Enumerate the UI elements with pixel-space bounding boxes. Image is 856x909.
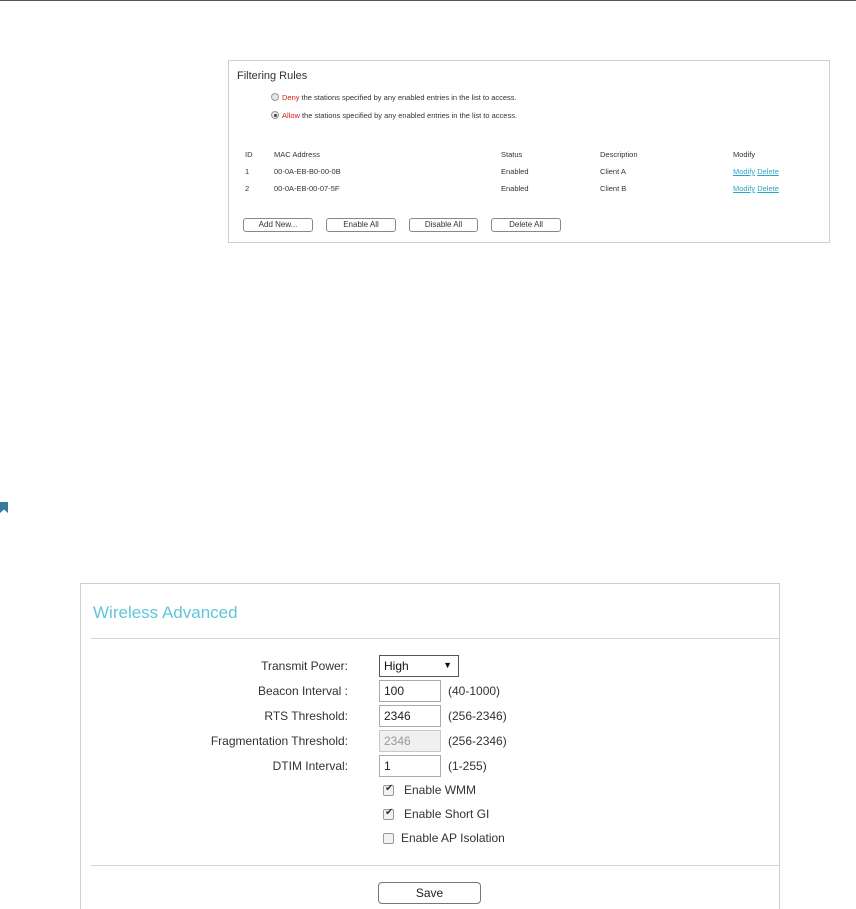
allow-policy-option[interactable] <box>271 109 517 121</box>
disable-all-button[interactable]: Disable All <box>409 218 478 232</box>
checkmark-icon: ✔ <box>385 782 394 794</box>
checkmark-icon: ✔ <box>385 806 394 818</box>
fragmentation-threshold-row <box>81 730 781 752</box>
modify-link[interactable]: Modify <box>733 184 756 193</box>
allow-radio[interactable] <box>271 111 279 119</box>
enable-ap-isolation-checkbox[interactable] <box>383 833 394 844</box>
row-mac-address: 00-0A-EB-00-07-5F <box>274 184 340 193</box>
header-divider <box>91 638 779 639</box>
fragmentation-threshold-input <box>379 730 441 752</box>
filtering-rules-title: Filtering Rules <box>237 70 308 82</box>
transmit-power-select[interactable] <box>379 655 459 677</box>
row-description: Client B <box>600 184 627 193</box>
enable-short-gi-option[interactable] <box>383 806 489 822</box>
enable-wmm-option[interactable] <box>383 782 476 798</box>
row-id: 1 <box>245 167 250 176</box>
allow-word: Allow <box>282 110 300 120</box>
table-row <box>229 181 829 198</box>
table-header-row <box>229 147 829 164</box>
transmit-power-value: High <box>384 659 409 673</box>
deny-word: Deny <box>282 92 300 102</box>
filter-actions <box>243 218 574 232</box>
enable-ap-isolation-label: Enable AP Isolation <box>401 831 505 845</box>
rts-threshold-label: RTS Threshold: <box>264 709 348 723</box>
transmit-power-label: Transmit Power: <box>261 659 348 673</box>
enable-ap-isolation-option[interactable] <box>383 830 505 846</box>
dropdown-arrow-icon: ▼ <box>443 660 452 670</box>
enable-wmm-label: Enable WMM <box>404 783 477 797</box>
enable-short-gi-checkbox[interactable] <box>383 806 394 820</box>
mac-filter-table <box>229 147 829 198</box>
dtim-interval-row <box>81 755 781 777</box>
bookmark-icon <box>0 502 8 513</box>
deny-policy-option[interactable] <box>271 91 517 103</box>
row-id: 2 <box>245 184 250 193</box>
allow-description: the stations specified by any enabled entries in the list to access. <box>301 110 518 120</box>
beacon-interval-label: Beacon Interval : <box>257 684 348 698</box>
delete-all-button[interactable]: Delete All <box>491 218 561 232</box>
column-header-modify: Modify <box>733 150 756 159</box>
dtim-interval-range: (1-255) <box>448 759 487 773</box>
table-row <box>229 164 829 181</box>
delete-link[interactable]: Delete <box>757 184 779 193</box>
transmit-power-row <box>81 655 781 677</box>
row-actions <box>733 184 779 193</box>
save-button[interactable]: Save <box>378 882 481 904</box>
row-actions <box>733 167 779 176</box>
beacon-interval-row <box>81 680 781 702</box>
row-status: Enabled <box>501 167 529 176</box>
enable-all-button[interactable]: Enable All <box>326 218 396 232</box>
rts-threshold-row <box>81 705 781 727</box>
enable-wmm-checkbox[interactable] <box>383 782 394 796</box>
deny-radio[interactable] <box>271 93 279 101</box>
footer-divider <box>91 865 779 866</box>
column-header-mac: MAC Address <box>274 150 320 159</box>
rts-threshold-range: (256-2346) <box>448 709 507 723</box>
top-divider <box>0 0 856 1</box>
wireless-advanced-title: Wireless Advanced <box>93 603 238 622</box>
modify-link[interactable]: Modify <box>733 167 756 176</box>
dtim-interval-label: DTIM Interval: <box>272 759 348 773</box>
filtering-rules-panel <box>228 60 830 243</box>
wireless-advanced-panel <box>80 583 780 909</box>
beacon-interval-input[interactable] <box>379 680 441 702</box>
row-description: Client A <box>600 167 626 176</box>
add-new-button[interactable]: Add New... <box>243 218 313 232</box>
beacon-interval-range: (40-1000) <box>448 684 501 698</box>
column-header-status: Status <box>501 150 523 159</box>
dtim-interval-input[interactable] <box>379 755 441 777</box>
deny-description: the stations specified by any enabled entries in the list to access. <box>301 92 517 102</box>
column-header-description: Description <box>600 150 638 159</box>
fragmentation-threshold-range: (256-2346) <box>448 734 507 748</box>
fragmentation-threshold-label: Fragmentation Threshold: <box>210 734 348 748</box>
rts-threshold-input[interactable] <box>379 705 441 727</box>
enable-short-gi-label: Enable Short GI <box>404 807 490 821</box>
delete-link[interactable]: Delete <box>757 167 779 176</box>
row-mac-address: 00-0A-EB-B0-00-0B <box>274 167 341 176</box>
row-status: Enabled <box>501 184 529 193</box>
column-header-id: ID <box>245 150 253 159</box>
